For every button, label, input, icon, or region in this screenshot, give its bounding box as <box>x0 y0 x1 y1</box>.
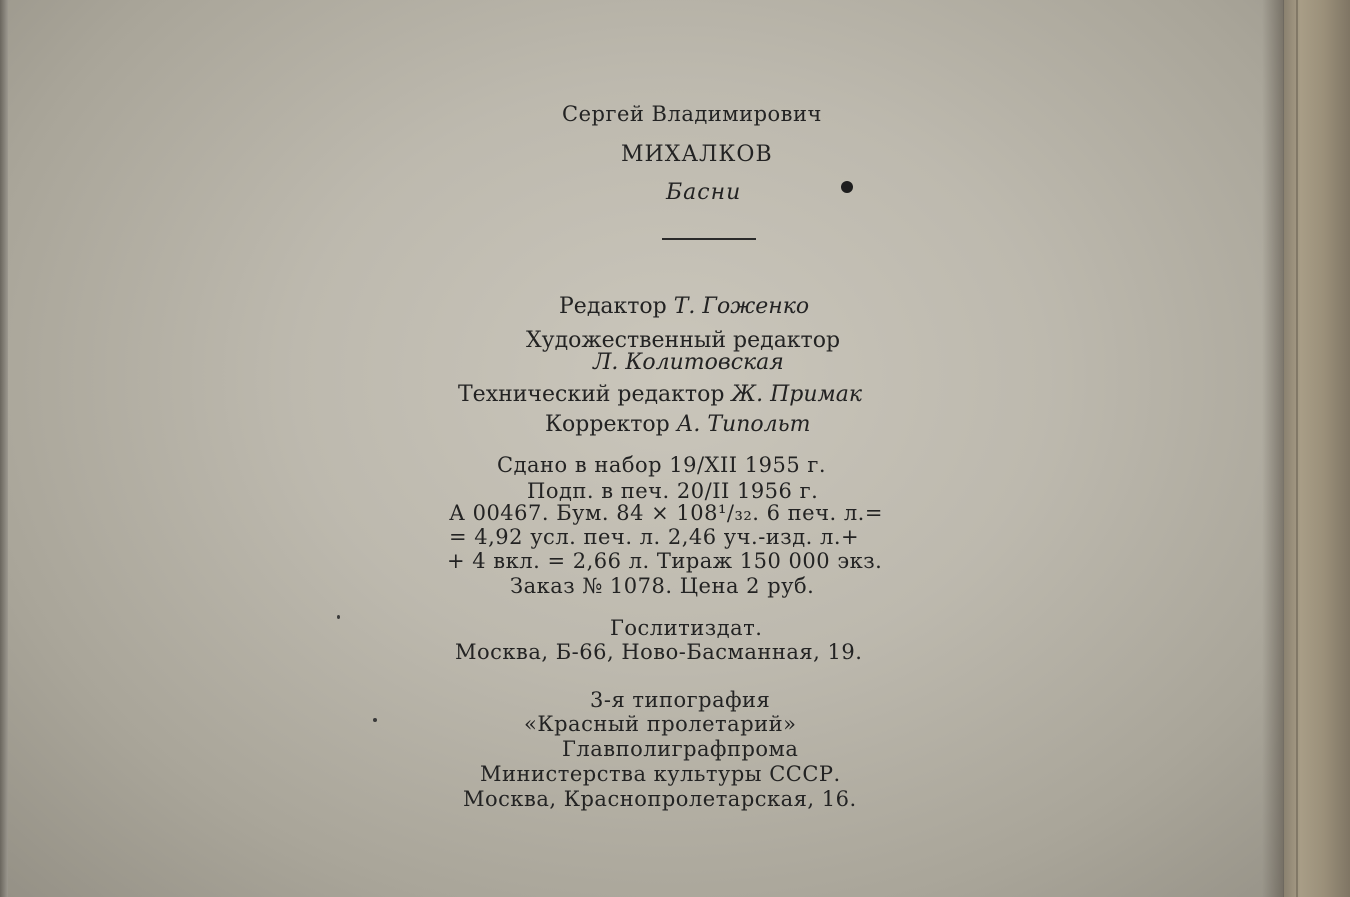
art-editor-role: Художественный редактор <box>526 328 841 353</box>
print-run-line: + 4 вкл. = 2,66 л. Тираж 150 000 экз. <box>447 549 883 573</box>
print-signed-date: Подп. в печ. 20/II 1956 г. <box>527 479 819 503</box>
tech-editor-role: Технический редактор <box>458 382 725 407</box>
paper-speck <box>337 615 340 619</box>
tech-editor-line <box>458 384 862 406</box>
proofreader-name: А. Типольт <box>676 412 811 437</box>
publisher-name: Гослитиздат. <box>610 616 763 640</box>
printer-line-2: «Красный пролетарий» <box>524 712 797 736</box>
printer-line-4: Министерства культуры СССР. <box>480 762 841 786</box>
art-editor-name: Л. Колитовская <box>593 350 784 375</box>
cover-edge-line <box>1296 0 1298 897</box>
sheets-line: = 4,92 усл. печ. л. 2,46 уч.-изд. л.+ <box>449 525 860 549</box>
book-cover-edge <box>1284 0 1350 897</box>
order-price-line: Заказ № 1078. Цена 2 руб. <box>510 574 815 598</box>
author-surname: МИХАЛКОВ <box>621 142 773 167</box>
paper-format-line: А 00467. Бум. 84 × 108¹/₃₂. 6 печ. л.= <box>449 501 883 525</box>
printer-line-5: Москва, Краснопролетарская, 16. <box>463 787 857 811</box>
paper-speck <box>373 718 377 722</box>
divider-rule <box>662 238 756 240</box>
printer-line-1: 3-я типография <box>590 688 771 712</box>
typesetting-date: Сдано в набор 19/XII 1955 г. <box>497 453 827 477</box>
editor-role: Редактор <box>559 294 667 319</box>
editor-line <box>559 296 809 318</box>
ink-dot <box>841 181 853 193</box>
author-name: Сергей Владимирович <box>562 102 822 126</box>
publisher-address: Москва, Б-66, Ново-Басманная, 19. <box>455 640 863 664</box>
book-title: Басни <box>666 180 742 205</box>
page-shadow <box>1262 0 1286 897</box>
proofreader-role: Корректор <box>545 412 670 437</box>
printer-line-3: Главполиграфпрома <box>562 737 799 761</box>
proofreader-line <box>545 414 810 436</box>
tech-editor-name: Ж. Примак <box>731 382 863 407</box>
editor-name: Т. Гоженко <box>673 294 810 319</box>
